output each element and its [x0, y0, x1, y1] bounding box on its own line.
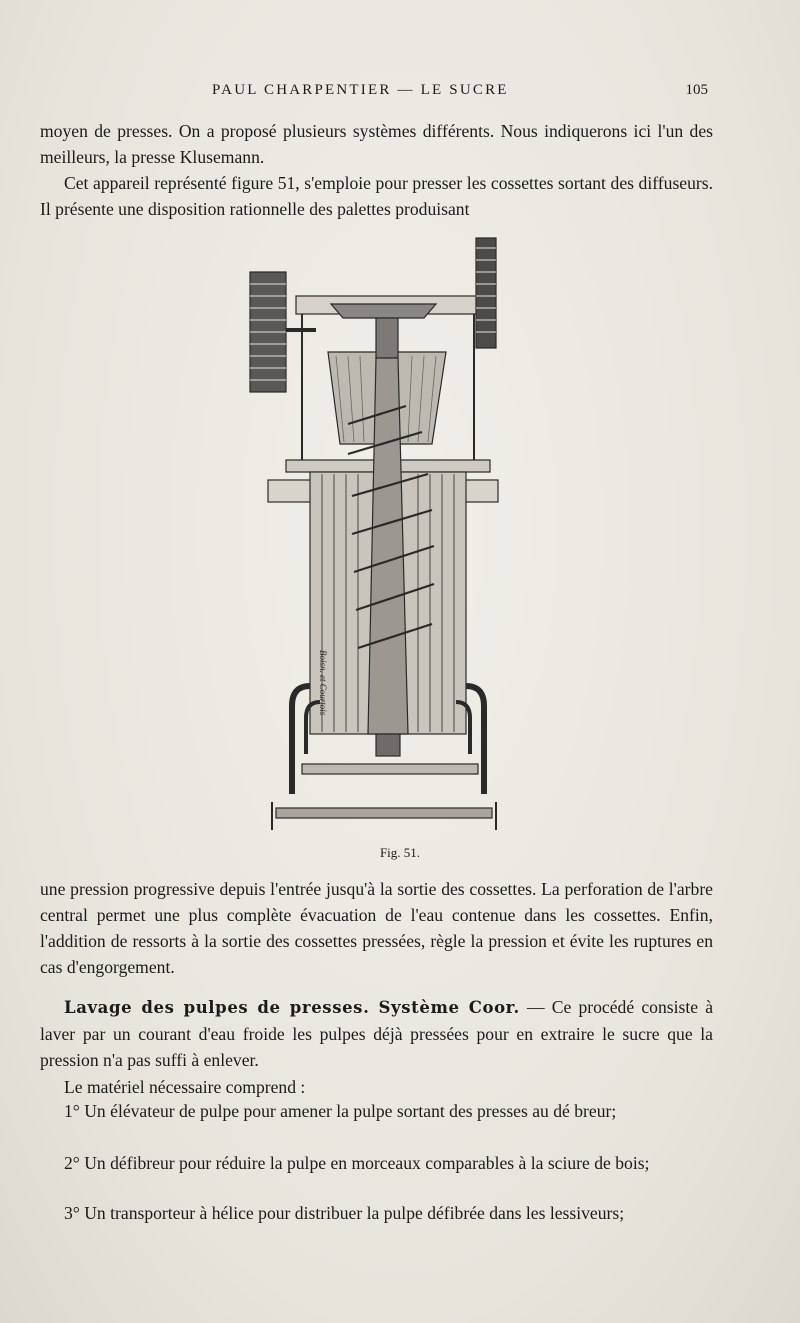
engraver-signature: Boisn. et Courtois	[318, 650, 328, 716]
section-heading: Lavage des pulpes de presses. Système Coor.	[64, 998, 520, 1017]
page-number: 105	[685, 82, 708, 98]
paragraph-progressive-pressure: une pression progressive depuis l'entrée jusqu'à la sortie des cossettes. La perforation de l'arbre central permet une plus complète évacuation de l'eau contenue dans les cossettes. Enfin, l'addition de ressorts à la sortie des cossettes pressées, règle la pression et évite les ruptures en cas d'engorgement.	[40, 879, 713, 977]
list-item-elevator: 1° Un élévateur de pulpe pour amener la pulpe sortant des presses au dé breur;	[64, 1101, 617, 1121]
list-item-transporter: 3° Un transporteur à hélice pour distribuer la pulpe défibrée dans les lessiveurs;	[64, 1203, 625, 1223]
paragraph-intro: moyen de presses. On a proposé plusieurs systèmes différents. Nous indiquerons ici l'un des meilleurs, la presse Klusemann.	[40, 121, 713, 167]
figure-caption: Fig. 51.	[379, 845, 421, 860]
paragraph-figure-description: Cet appareil représenté figure 51, s'emploie pour presser les cossettes sortant des diffuseurs. Il présente une disposition rationnelle des palettes produisant	[40, 173, 713, 219]
section-body: — Ce procédé consiste à laver par un courant d'eau froide les pulpes déjà pressées pour en extraire le sucre que la pression n'a pas suffi à enlever.	[40, 997, 714, 1070]
running-head-title: PAUL CHARPENTIER — LE SUCRE	[212, 82, 509, 98]
paragraph-materials-intro: Le matériel nécessaire comprend :	[64, 1077, 306, 1097]
klusemann-press-illustration	[236, 234, 516, 834]
list-item-defibrator: 2° Un défibreur pour réduire la pulpe en morceaux comparables à la sciure de bois;	[64, 1153, 650, 1173]
paragraph-coor-system	[40, 994, 713, 1073]
running-head	[0, 82, 800, 106]
